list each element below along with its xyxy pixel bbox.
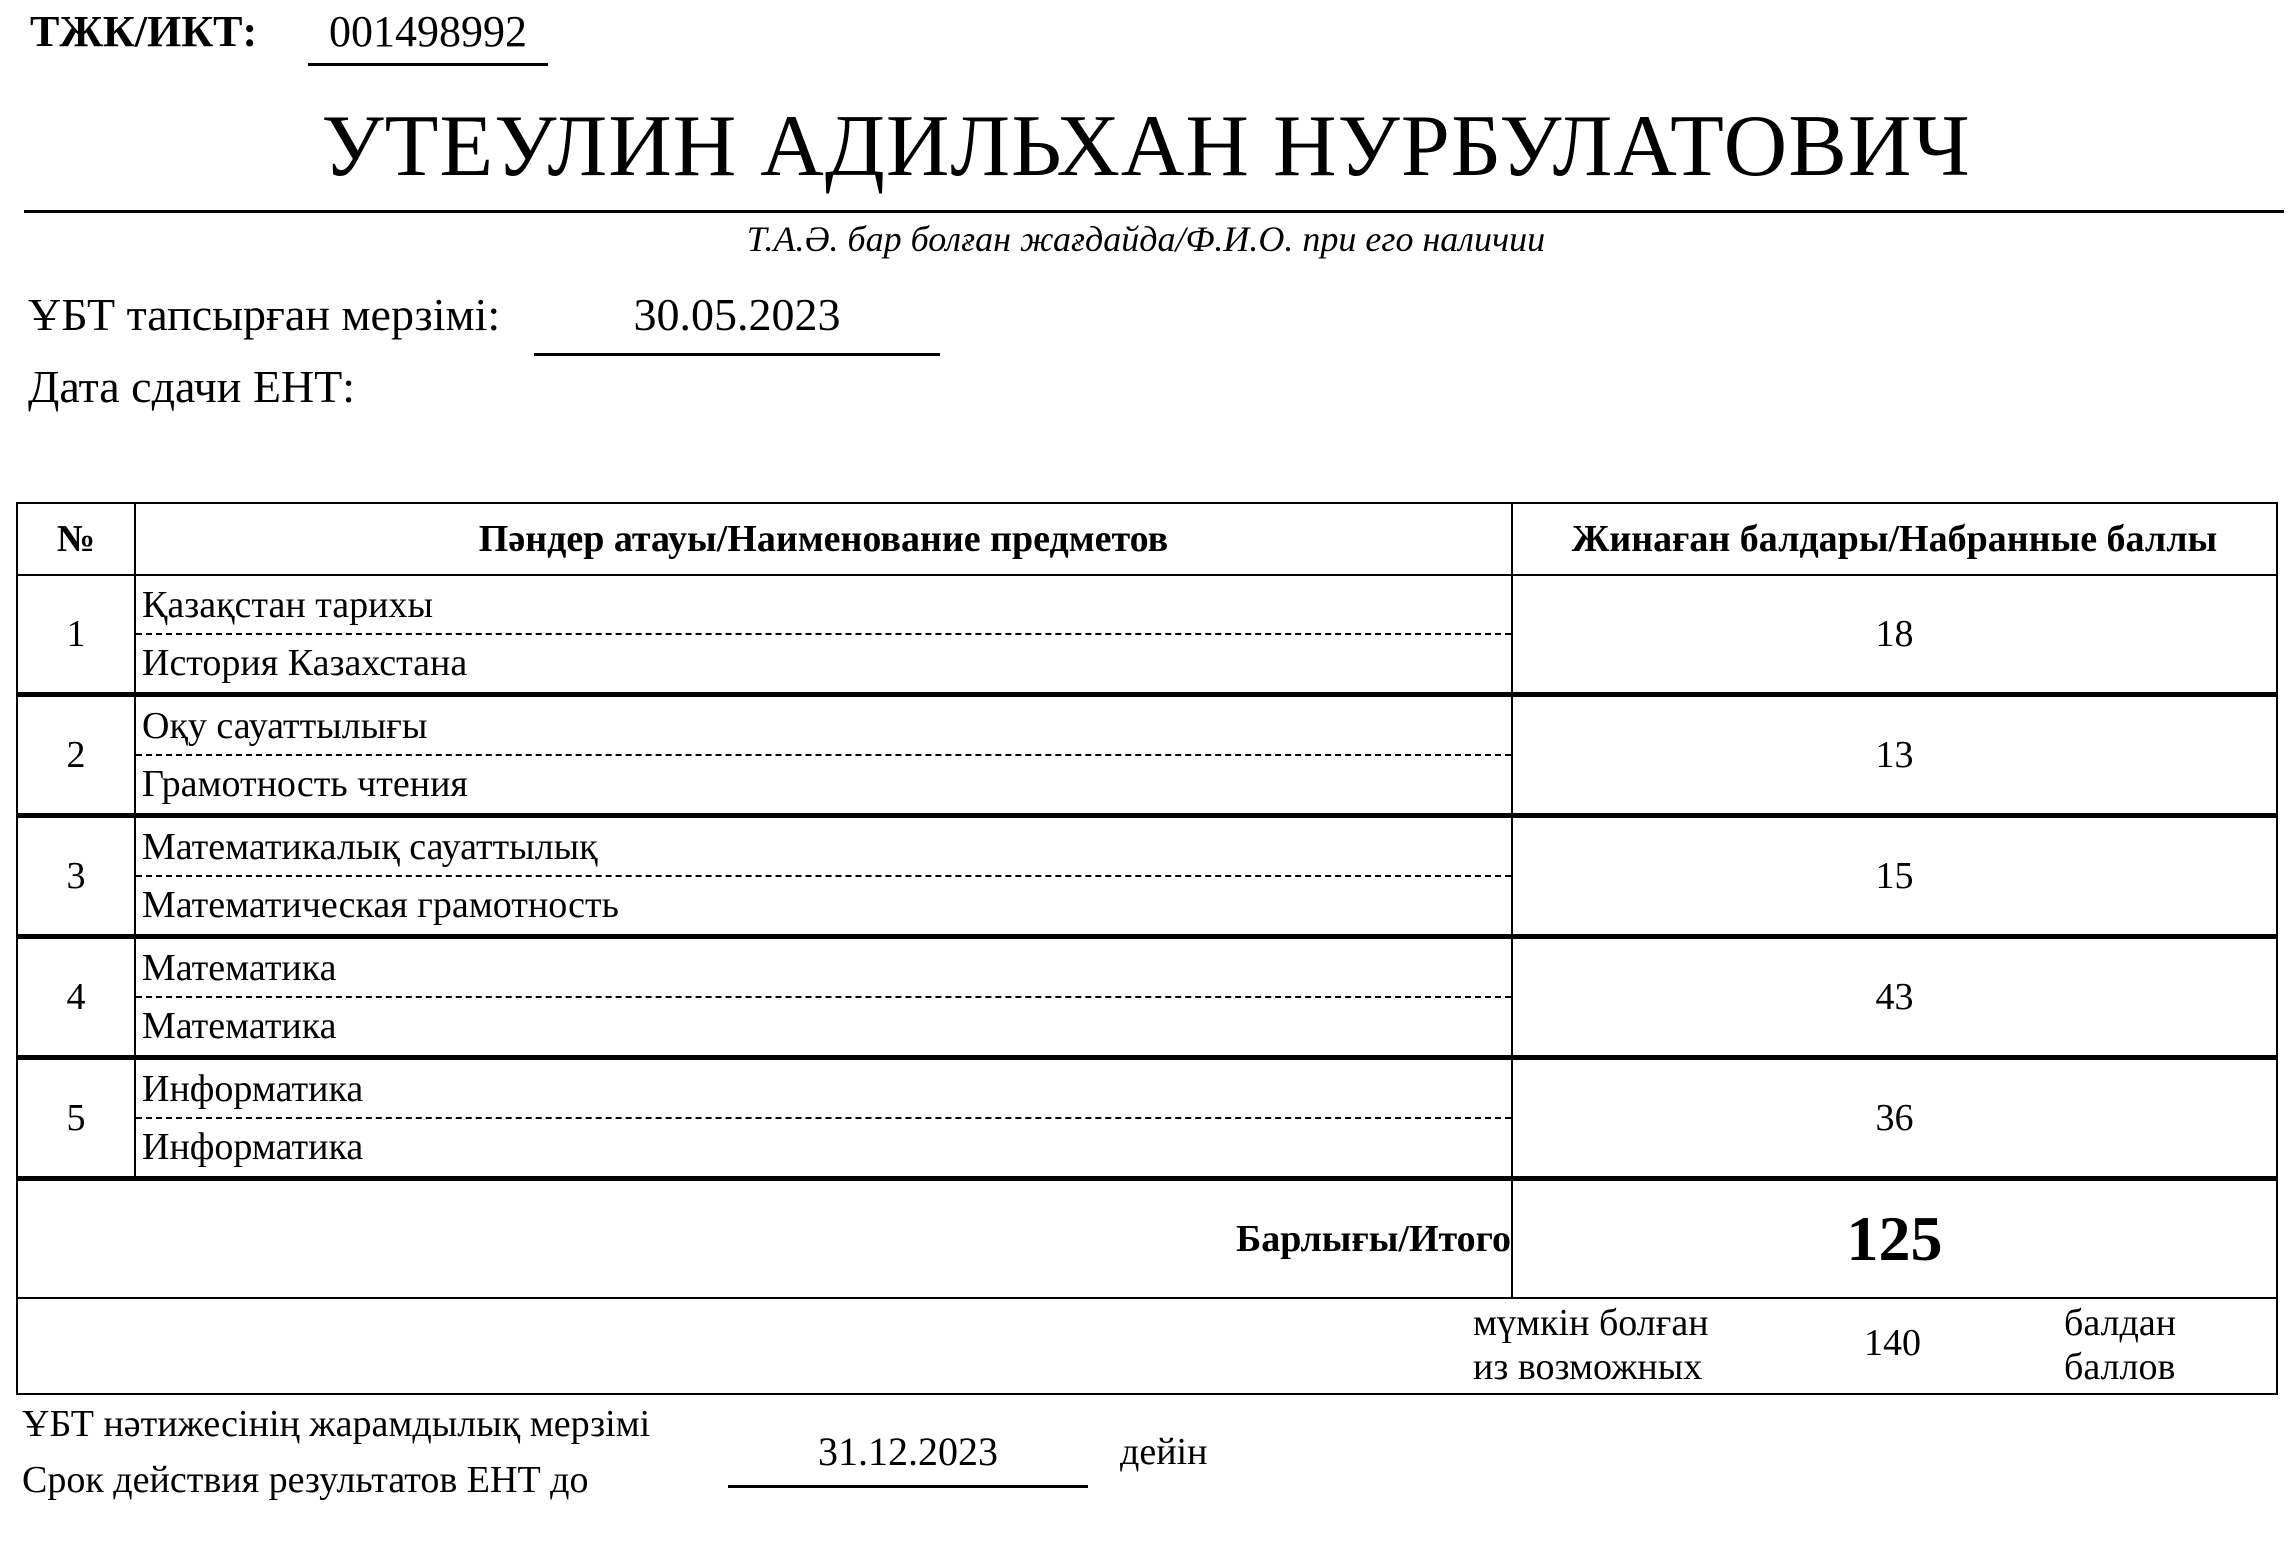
possible-max-score: 140	[1864, 1322, 1921, 1364]
row-num: 1	[17, 575, 135, 695]
id-value: 001498992	[308, 6, 548, 66]
validity-date: 31.12.2023	[728, 1428, 1088, 1488]
subject-name-ru: История Казахстана	[142, 642, 468, 684]
table-row	[17, 1058, 2277, 1179]
subject-cell	[135, 1058, 1512, 1179]
possible-suffix	[2064, 1301, 2176, 1389]
possible-prefix-ru: из возможных	[1473, 1346, 1703, 1388]
subject-name-ru: Информатика	[142, 1126, 364, 1168]
total-label: Барлығы/Итого	[17, 1179, 1512, 1299]
validity-label-ru: Срок действия результатов ЕНТ до	[22, 1459, 589, 1501]
name-caption: Т.А.Ә. бар болған жағдайда/Ф.И.О. при его наличии	[746, 219, 1546, 259]
subject-name-kz: Информатика	[136, 1061, 1511, 1119]
header-subject: Пәндер атауы/Наименование предметов	[135, 503, 1512, 575]
subject-name-ru: Грамотность чтения	[142, 763, 468, 805]
test-date-value: 30.05.2023	[534, 288, 940, 356]
test-date-label-kz: ҰБТ тапсырған мерзімі:	[28, 289, 501, 340]
possible-cell	[17, 1298, 2277, 1394]
validity-label-kz: ҰБТ нәтижесінің жарамдылық мерзімі	[22, 1403, 651, 1445]
subject-name-ru: Математика	[142, 1005, 337, 1047]
total-row	[17, 1179, 2277, 1299]
subject-name-kz: Математика	[136, 940, 1511, 998]
scores-table	[16, 502, 2278, 1395]
row-num: 3	[17, 816, 135, 937]
subject-score: 15	[1512, 816, 2277, 937]
subject-cell	[135, 816, 1512, 937]
possible-prefix	[1473, 1301, 1709, 1389]
table-row	[17, 575, 2277, 695]
header-score: Жинаған балдары/Набранные баллы	[1512, 503, 2277, 575]
row-num: 2	[17, 695, 135, 816]
validity-suffix: дейін	[1120, 1431, 1208, 1473]
subject-name-kz: Оқу сауаттылығы	[136, 698, 1511, 756]
full-name: УТЕУЛИН АДИЛЬХАН НУРБУЛАТОВИЧ	[321, 98, 1971, 195]
subject-score: 18	[1512, 575, 2277, 695]
table-row	[17, 937, 2277, 1058]
subject-name-ru: Математическая грамотность	[142, 884, 619, 926]
total-score: 125	[1512, 1179, 2277, 1299]
subject-cell	[135, 575, 1512, 695]
subject-score: 36	[1512, 1058, 2277, 1179]
subject-name-kz: Математикалық сауаттылық	[136, 819, 1511, 877]
test-date-label-ru: Дата сдачи ЕНТ:	[28, 361, 356, 412]
row-num: 5	[17, 1058, 135, 1179]
possible-prefix-kz: мүмкін болған	[1473, 1302, 1709, 1344]
name-underline	[24, 210, 2284, 213]
row-num: 4	[17, 937, 135, 1058]
table-row	[17, 816, 2277, 937]
id-label: ТЖК/ИКТ:	[30, 7, 258, 56]
table-row	[17, 695, 2277, 816]
possible-suffix-kz: балдан	[2064, 1302, 2177, 1344]
possible-row	[17, 1298, 2277, 1394]
subject-cell	[135, 937, 1512, 1058]
subject-score: 43	[1512, 937, 2277, 1058]
header-num: №	[17, 503, 135, 575]
possible-suffix-ru: баллов	[2064, 1346, 2176, 1388]
subject-cell	[135, 695, 1512, 816]
subject-name-kz: Қазақстан тарихы	[136, 577, 1511, 635]
table-header-row	[17, 503, 2277, 575]
subject-score: 13	[1512, 695, 2277, 816]
